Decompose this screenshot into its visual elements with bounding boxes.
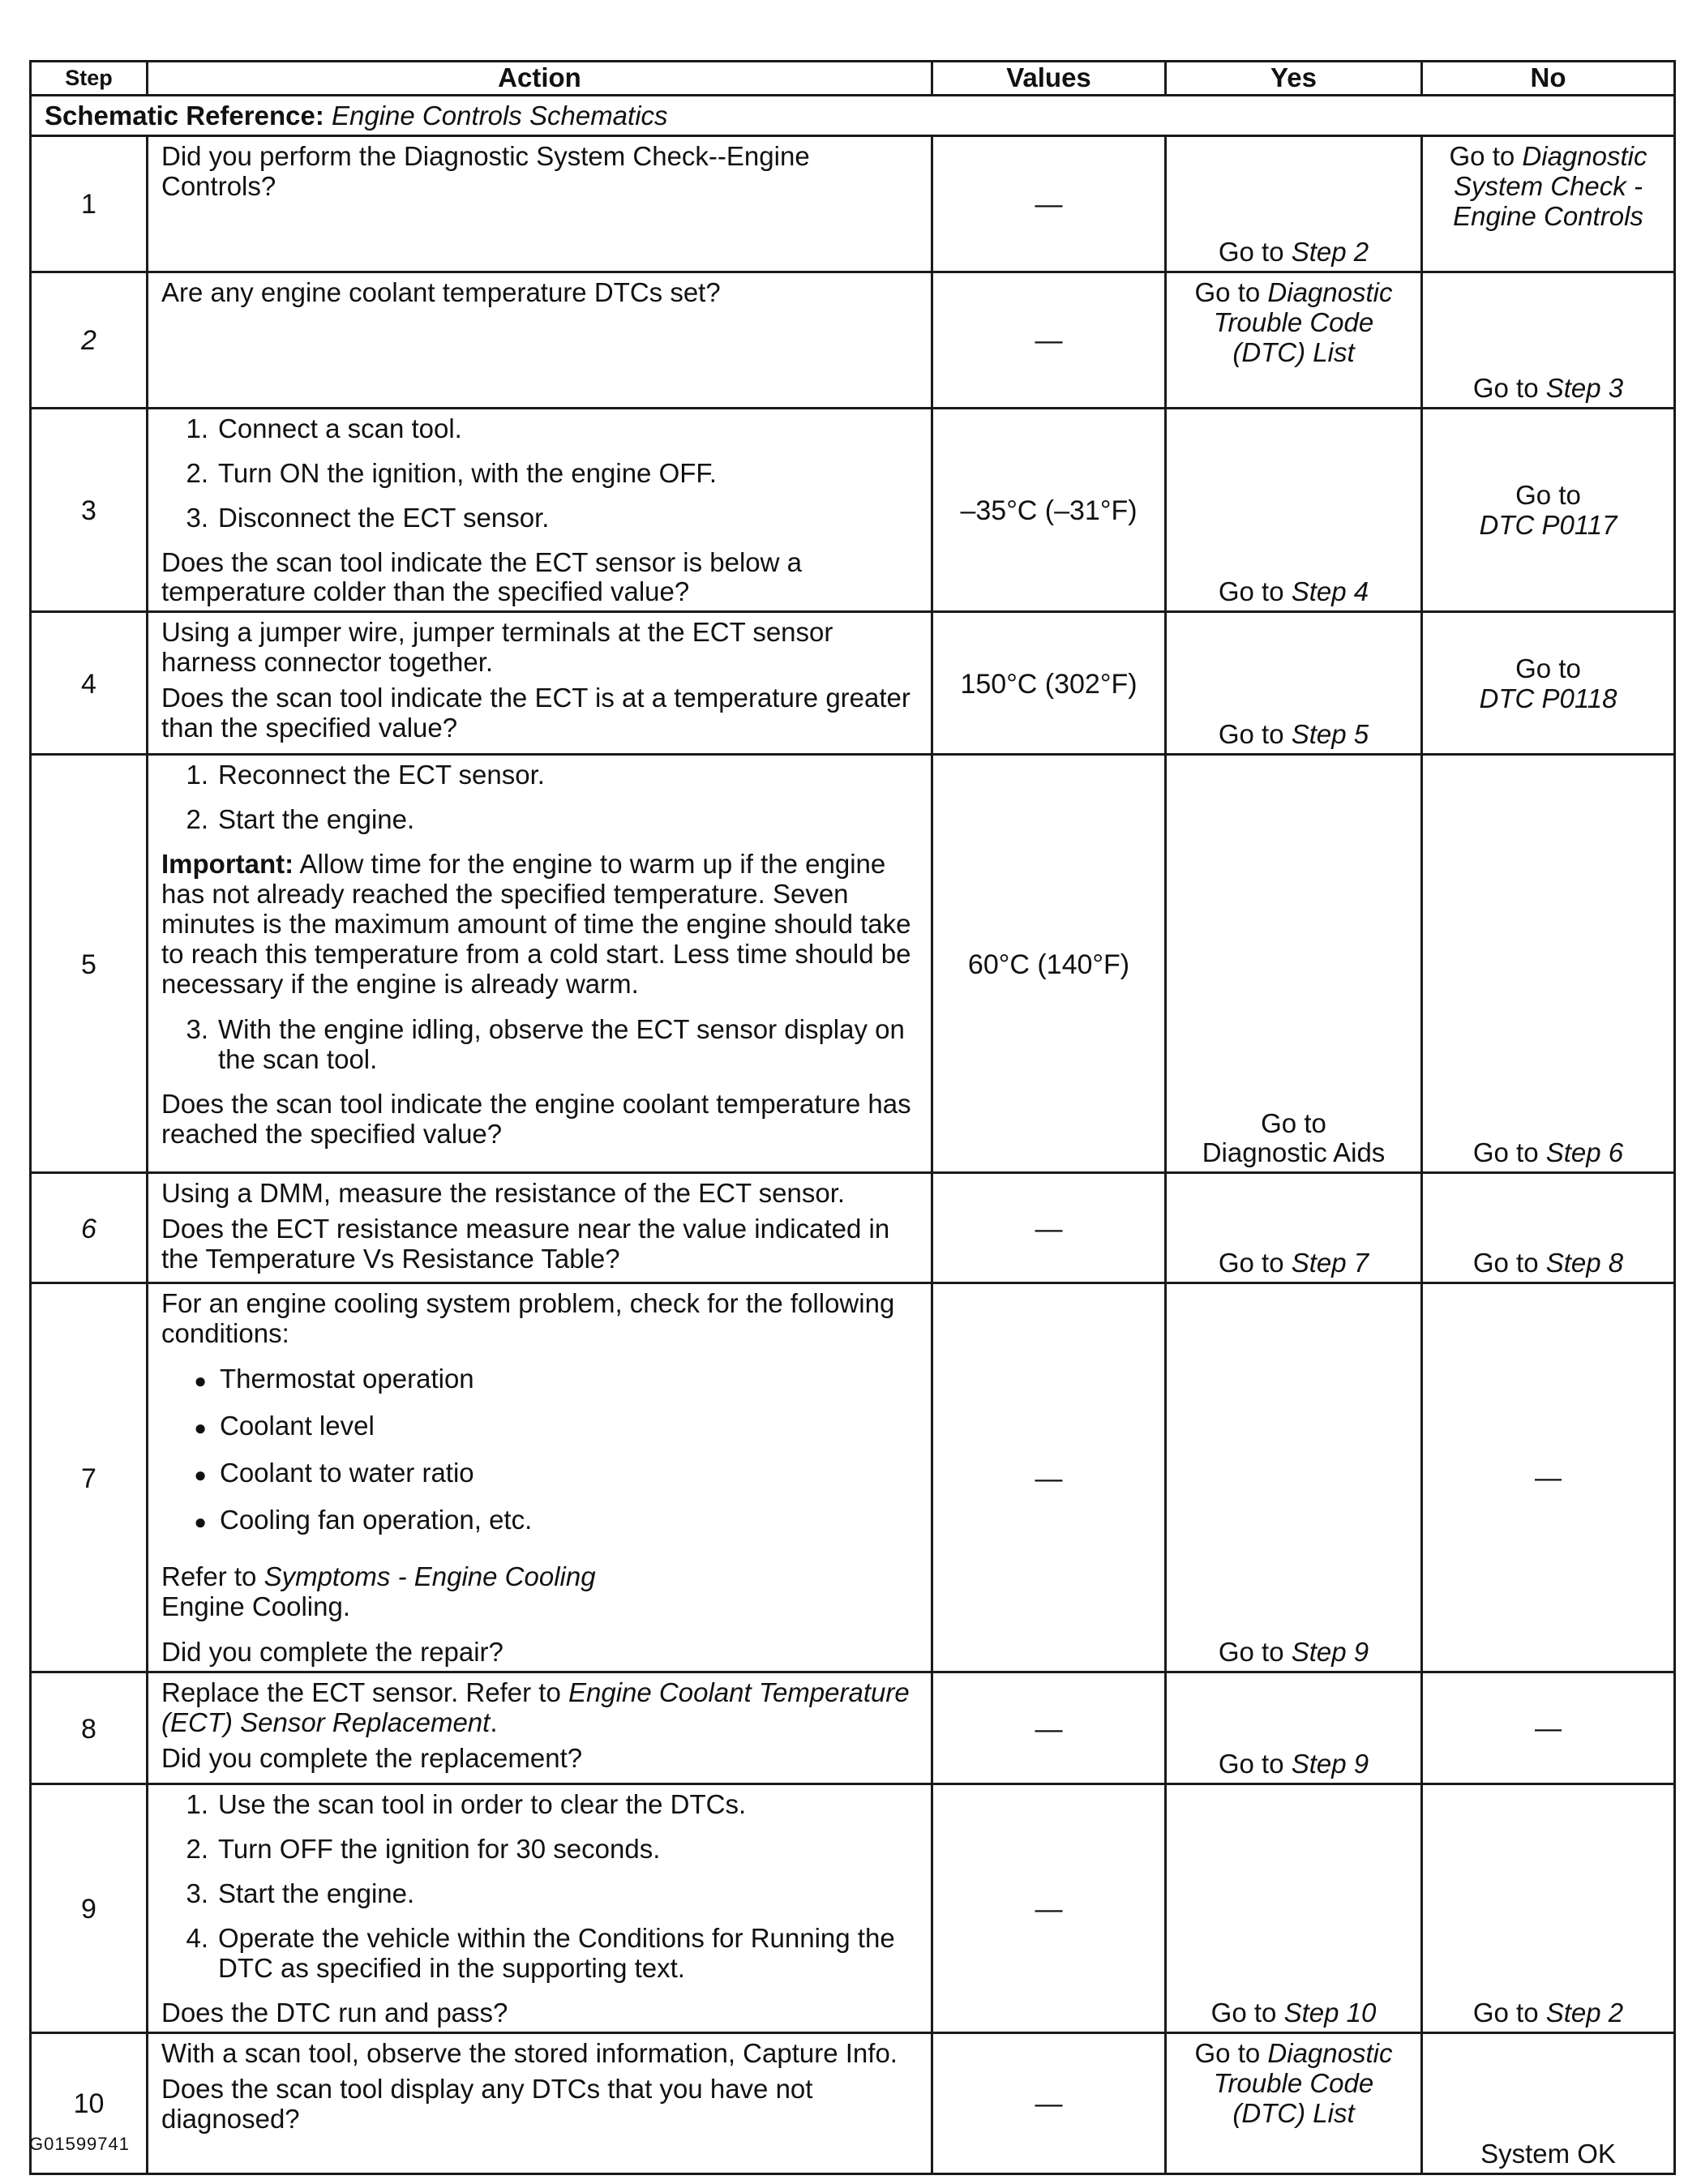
goto-text: Go to [1218,1248,1284,1278]
table-row [31,135,1675,272]
col-header-step: Step [31,62,148,96]
goto-link: Diagnostic Trouble Code (DTC) List [1213,276,1393,367]
list-item: 3. With the engine idling, observe the ECT sensor display on the scan tool. [186,1014,905,1075]
action-cell [148,1283,932,1672]
goto-link: Step 2 [1545,1997,1624,2028]
bullet-item: ● Coolant level [194,1411,375,1441]
schematic-link: Engine Controls Schematics [332,100,668,131]
refer-link: Engine Coolant Temperature (ECT) Sensor Replacement [161,1677,910,1738]
yes-cell [1166,1672,1422,1784]
action-text: With a scan tool, observe the stored information, Capture Info. [161,2037,898,2068]
table-row [31,1283,1675,1672]
action-cell [148,272,932,408]
table-row [31,1672,1675,1784]
schematic-label: Schematic Reference: [45,100,324,131]
step-number: 7 [31,1283,148,1672]
table-row [31,1173,1675,1283]
table-row [31,272,1675,408]
list-item: 2. Start the engine. [186,804,415,835]
question-text: Does the scan tool display any DTCs that you have not diagnosed? [161,2073,813,2134]
step-number: 2 [31,272,148,408]
question-text: Does the scan tool indicate the ECT is at a temperature greater than the specified value? [161,683,910,743]
table-row [31,612,1675,755]
yes-cell [1166,1283,1422,1672]
step-number: 4 [31,612,148,755]
goto-text: Go to [1218,576,1284,607]
action-cell [148,755,932,1173]
col-header-yes: Yes [1166,62,1422,96]
table-row [31,408,1675,612]
action-text: For an engine cooling system problem, check for the following conditions: [161,1288,895,1349]
goto-link: Step 9 [1291,1749,1369,1779]
action-cell [148,2032,932,2173]
action-text: Replace the ECT sensor. Refer to Engine Coolant Temperature (ECT) Sensor Replacement. [161,1677,910,1738]
schematic-row [31,95,1675,135]
value-cell: — [932,1672,1166,1784]
action-text: Using a DMM, measure the resistance of the ECT sensor. [161,1178,846,1209]
goto-text: Go to [1218,236,1284,267]
goto-link: DTC P0118 [1479,683,1617,713]
step-number: 3 [31,408,148,612]
step-number: 1 [31,135,148,272]
goto-link: Step 4 [1291,576,1369,607]
no-cell [1422,135,1675,272]
no-cell [1422,612,1675,755]
table-row [31,2032,1675,2173]
question-text: Does the ECT resistance measure near the value indicated in the Temperature Vs Resistance Table? [161,1214,890,1274]
list-item: 1. Reconnect the ECT sensor. [186,760,545,790]
goto-text: Go to [1449,140,1515,171]
goto-link: Diagnostic System Check - Engine Controls [1453,140,1647,231]
yes-cell [1166,755,1422,1173]
no-cell [1422,408,1675,612]
schematic-reference [31,95,1675,135]
yes-cell [1166,135,1422,272]
goto-link: Step 9 [1291,1637,1369,1668]
action-cell [148,1784,932,2033]
yes-cell [1166,612,1422,755]
important-text: Allow time for the engine to warm up if the engine has not already reached the specified temperature. Seven minutes is the maximum amount of time the engine should take to reach this temperature from a cold start. Less time should be necessary if the engine is already warm. [161,849,911,1000]
bullet-item: ● Coolant to water ratio [194,1458,474,1488]
goto-link: DTC P0117 [1479,510,1617,541]
value-cell: — [932,2032,1166,2173]
step-number: 9 [31,1784,148,2033]
table-row [31,1784,1675,2033]
step-number: 6 [31,1173,148,1283]
goto-text: Go to [1515,480,1581,511]
goto-text: Go to [1194,276,1261,307]
bullet-item: ● Thermostat operation [194,1364,474,1394]
diagnostic-table [29,60,1676,2175]
question-text: Does the scan tool indicate the engine coolant temperature has reached the specified value? [161,1088,911,1149]
col-header-values: Values [932,62,1166,96]
yes-cell [1166,2032,1422,2173]
goto-link: Step 10 [1283,1997,1377,2028]
goto-text: Go to [1472,1137,1539,1168]
no-cell [1422,272,1675,408]
figure-id: G01599741 [29,2134,130,2154]
goto-link: Diagnostic Aids [1202,1137,1386,1168]
action-text: Did you perform the Diagnostic System Check--Engine Controls? [161,140,810,201]
goto-text: Go to [1218,1637,1284,1668]
value-cell: — [932,135,1166,272]
step-number: 8 [31,1672,148,1784]
question-text: Does the scan tool indicate the ECT sensor is below a temperature colder than the specified value? [161,546,802,607]
col-header-no: No [1422,62,1675,96]
step-number: 5 [31,755,148,1173]
refer-text: Refer to Symptoms - Engine Cooling Engine Cooling. [161,1561,596,1622]
table-row [31,755,1675,1173]
yes-cell [1166,1173,1422,1283]
goto-link: Diagnostic Trouble Code (DTC) List [1213,2037,1393,2128]
question-text: Does the DTC run and pass? [161,1997,508,2028]
goto-text: Go to [1218,1749,1284,1779]
goto-text: Go to [1472,1997,1539,2028]
value-cell: 60°C (140°F) [932,755,1166,1173]
yes-cell [1166,272,1422,408]
important-note [161,850,918,1000]
list-item: 2. Turn OFF the ignition for 30 seconds. [186,1834,661,1865]
goto-text: Go to [1194,2037,1261,2068]
goto-link: Step 7 [1291,1248,1369,1278]
action-cell [148,408,932,612]
no-cell: System OK [1422,2032,1675,2173]
goto-text: Go to [1261,1107,1326,1138]
col-header-action: Action [148,62,932,96]
value-cell: 150°C (302°F) [932,612,1166,755]
goto-text: Go to [1218,719,1284,750]
no-cell [1422,755,1675,1173]
value-cell: –35°C (–31°F) [932,408,1166,612]
action-cell [148,1173,932,1283]
no-cell: — [1422,1672,1675,1784]
no-cell: — [1422,1283,1675,1672]
question-text: Did you complete the replacement? [161,1743,583,1774]
goto-link: Step 2 [1291,236,1369,267]
value-cell: — [932,1173,1166,1283]
value-cell: — [932,1784,1166,2033]
goto-link: Step 8 [1545,1248,1624,1278]
step-number: 10 [31,2032,148,2173]
goto-link: Step 6 [1545,1137,1624,1168]
list-item: 3. Disconnect the ECT sensor. [186,502,550,533]
list-item: 4. Operate the vehicle within the Conditions for Running the DTC as specified in the supporting text. [186,1923,895,1983]
bullet-item: ● Cooling fan operation, etc. [194,1505,533,1535]
refer-link: Symptoms - Engine Cooling [264,1561,596,1592]
important-label: Important: [161,849,294,880]
goto-text: Go to [1472,372,1539,403]
value-cell: — [932,272,1166,408]
no-cell [1422,1784,1675,2033]
goto-link: Step 3 [1545,372,1624,403]
action-text: Using a jumper wire, jumper terminals at the ECT sensor harness connector together. [161,617,833,678]
action-cell [148,135,932,272]
list-item: 3. Start the engine. [186,1878,415,1909]
action-text: Are any engine coolant temperature DTCs set? [161,276,721,307]
list-item: 2. Turn ON the ignition, with the engine OFF. [186,457,718,488]
header-row [31,62,1675,96]
list-item: 1. Use the scan tool in order to clear the DTCs. [186,1789,747,1820]
list-item: 1. Connect a scan tool. [186,413,462,443]
goto-link: Step 5 [1291,719,1369,750]
action-cell [148,612,932,755]
yes-cell [1166,1784,1422,2033]
action-cell [148,1672,932,1784]
goto-text: Go to [1210,1997,1277,2028]
goto-text: Go to [1472,1248,1539,1278]
yes-cell [1166,408,1422,612]
goto-text: Go to [1515,653,1581,683]
value-cell: — [932,1283,1166,1672]
question-text: Did you complete the repair? [161,1637,503,1668]
no-cell [1422,1173,1675,1283]
